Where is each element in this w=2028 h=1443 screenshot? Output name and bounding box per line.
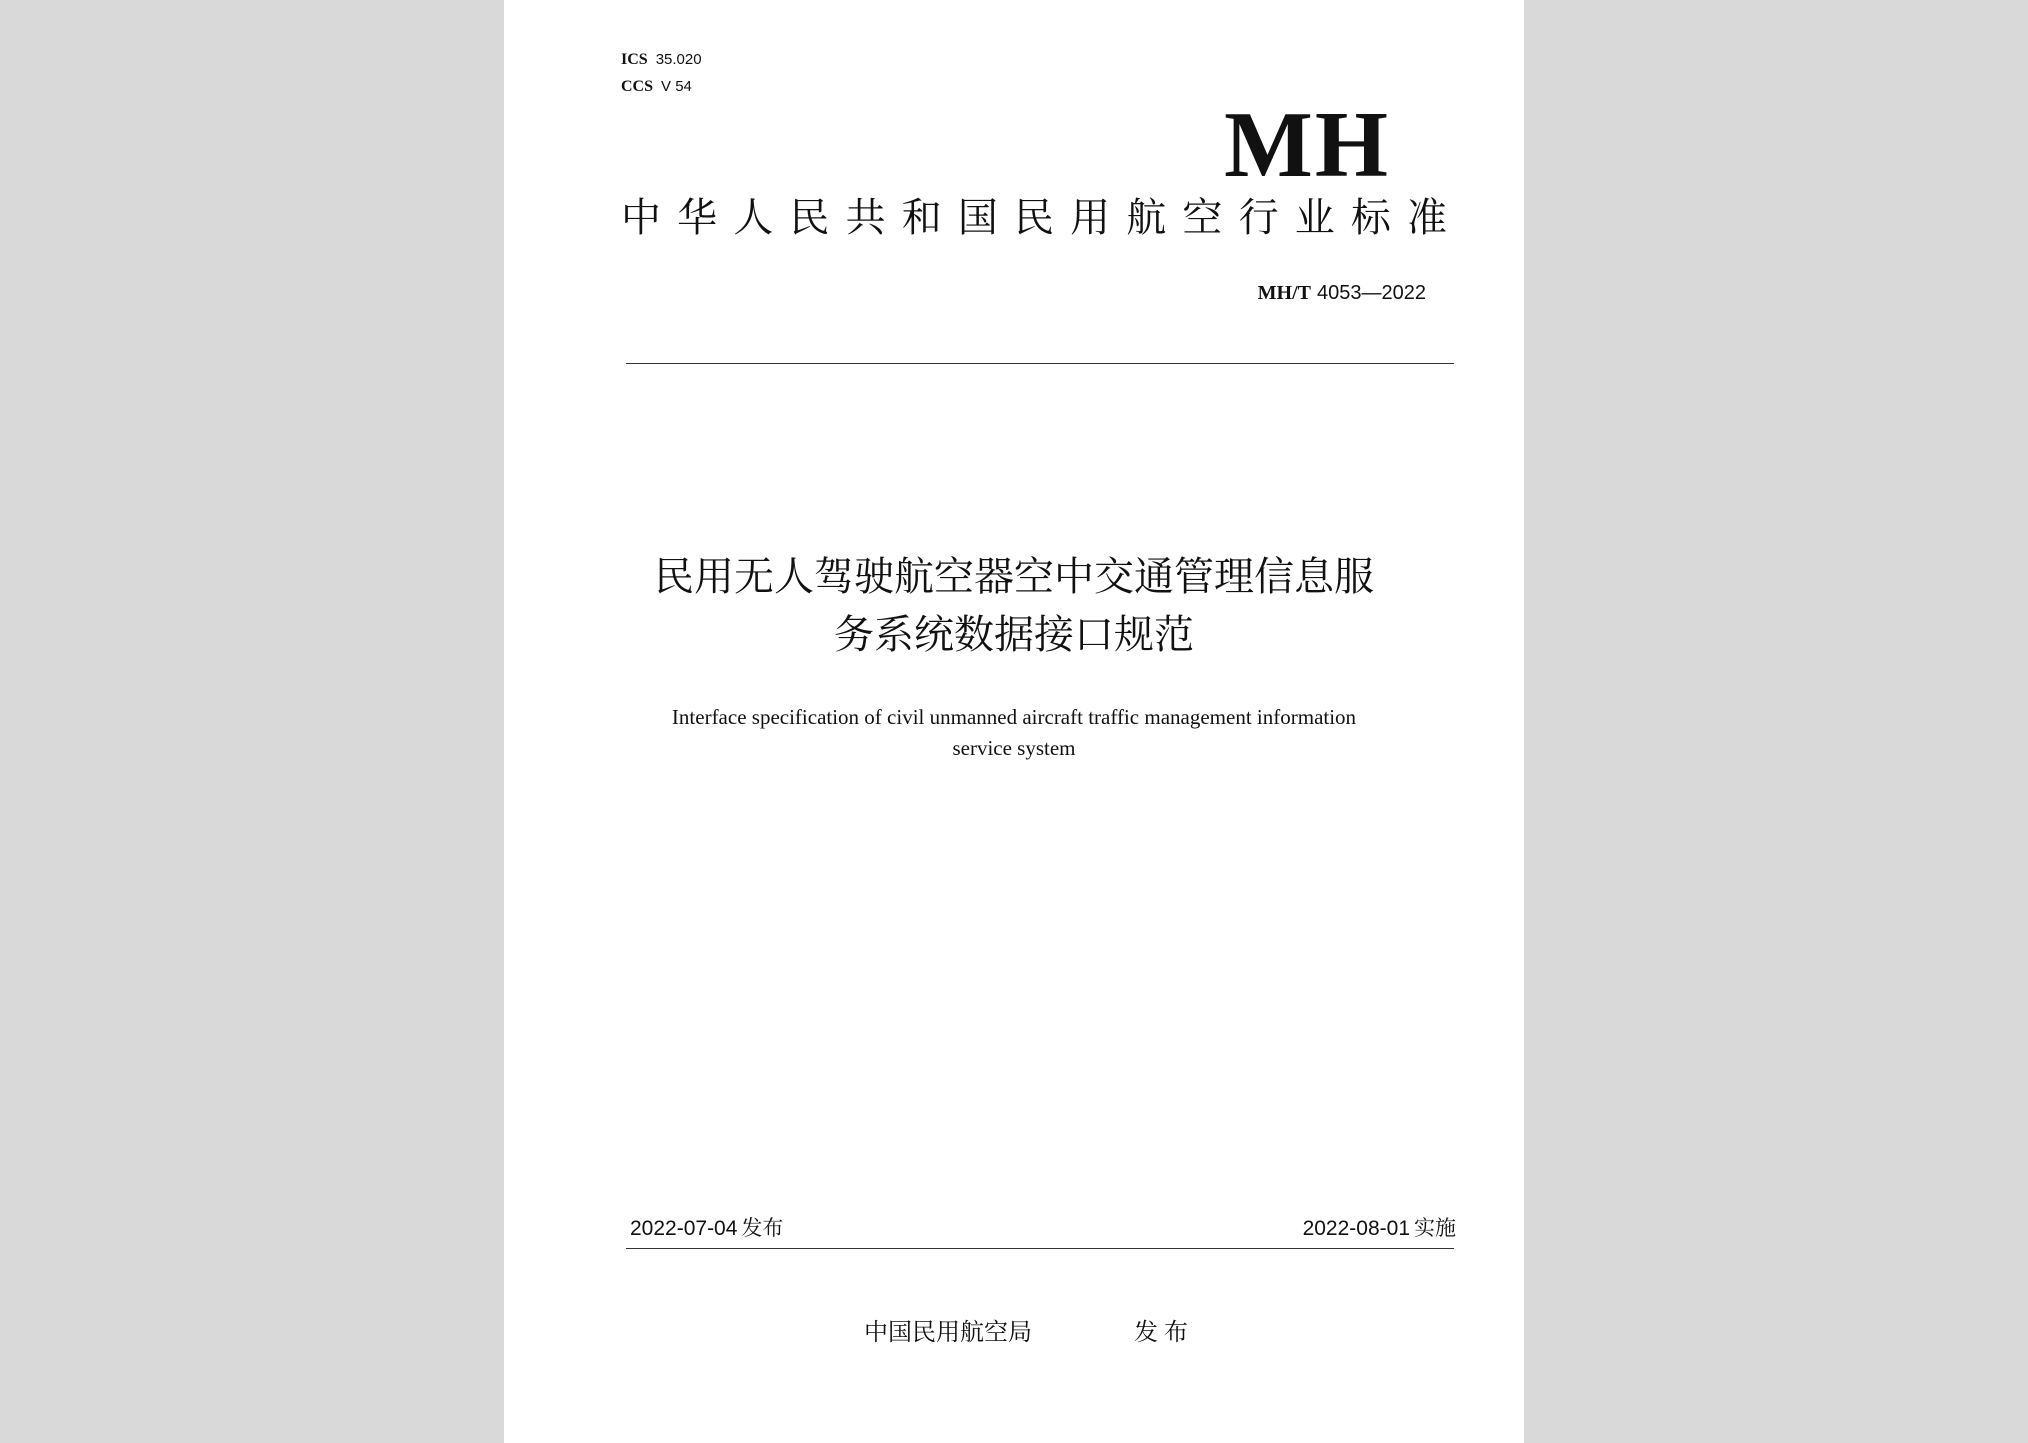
- standard-number-value: 4053—2022: [1317, 282, 1426, 304]
- ccs-label: CCS: [621, 78, 654, 95]
- ics-code: [621, 50, 702, 69]
- publisher-action: 发布: [1134, 1318, 1194, 1346]
- standard-type-title: 中华人民共和国民用航空行业标准: [621, 195, 1447, 241]
- top-divider: [626, 363, 1454, 364]
- ccs-value: V 54: [661, 78, 692, 95]
- mh-logo: MH: [1224, 93, 1390, 197]
- bottom-divider: [626, 1248, 1454, 1249]
- ics-label: ICS: [621, 51, 648, 68]
- publisher-name: 中国民用航空局: [864, 1318, 1032, 1346]
- document-title-chinese: [594, 548, 1434, 664]
- effective-date-value: 2022-08-01: [1302, 1217, 1410, 1240]
- effective-date-label: 实施: [1414, 1216, 1456, 1240]
- standard-number-prefix: MH/T: [1257, 282, 1312, 304]
- issue-date: [630, 1214, 783, 1243]
- document-cover-page: [504, 0, 1524, 1443]
- title-en-line-1: Interface specification of civil unmanned aircraft traffic management information: [671, 705, 1357, 729]
- title-cn-line-1: 民用无人驾驶航空器空中交通管理信息服: [654, 554, 1374, 600]
- issue-date-label: 发布: [741, 1216, 784, 1240]
- ics-value: 35.020: [655, 51, 702, 68]
- title-cn-line-2: 务系统数据接口规范: [834, 612, 1194, 658]
- ccs-code: [621, 77, 692, 96]
- effective-date: [1303, 1214, 1456, 1243]
- issue-date-value: 2022-07-04: [630, 1217, 738, 1240]
- document-title-english: [594, 702, 1434, 764]
- title-en-line-2: service system: [952, 736, 1076, 760]
- standard-number: [1258, 278, 1426, 307]
